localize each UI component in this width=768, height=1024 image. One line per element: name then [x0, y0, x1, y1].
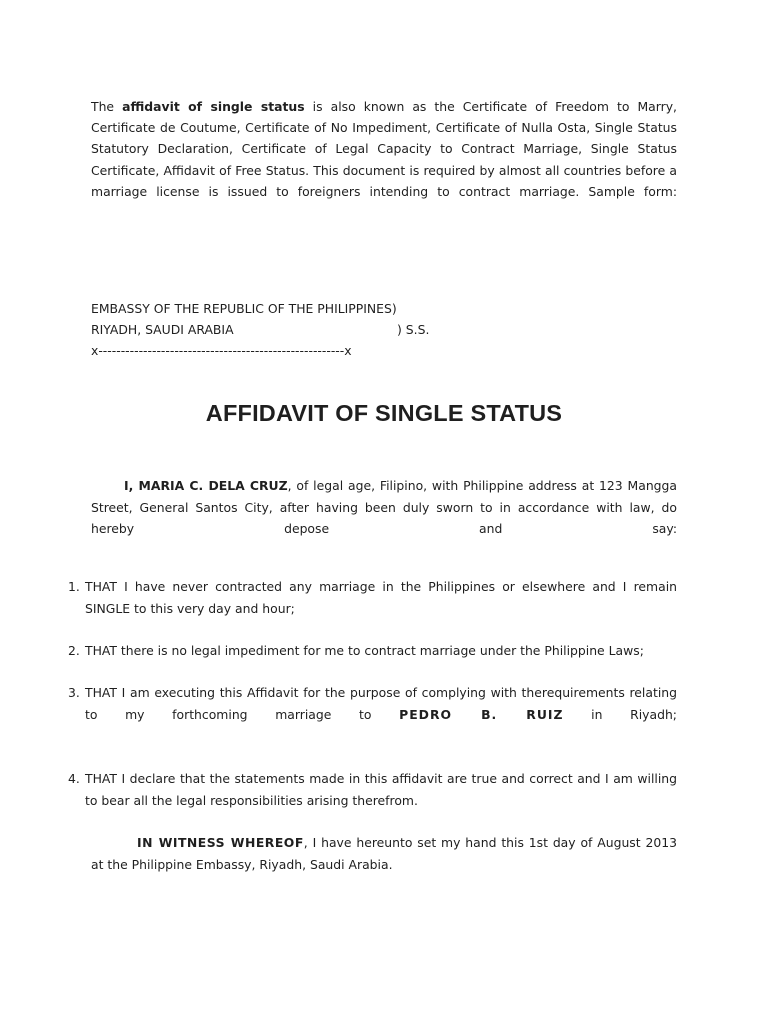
list-item: [68, 640, 677, 662]
item-text: THAT I am executing this Affidavit for the purpose of complying with therequirements relating to my forthcoming marriage to: [85, 685, 677, 722]
list-item: [68, 682, 677, 725]
opening-body: , of legal age, Filipino, with Philippine address at 123 Mangga Street, General Santos City, after having been duly sworn to in accordance with law, do hereby depose and say:: [91, 478, 677, 536]
item-suffix: in Riyadh;: [591, 706, 677, 722]
item-number: 4.: [68, 771, 80, 786]
item-text-wrap: [85, 682, 677, 725]
witness-paragraph: [91, 832, 677, 876]
list-item: [68, 768, 677, 811]
item-number: 1.: [68, 579, 80, 594]
intro-body: is also known as the Certificate of Freedom to Marry, Certificate de Coutume, Certificate of No Impediment, Certificate of Nulla Osta, Single Status Statutory Declaration, Certificate of Legal Capacity to Contract Marriage, Single Status Certificate, Affidavit of Free Status. This document is required by almost all countries before a marriage license is issued to foreigners intending to contract marriage. Sample form:: [91, 99, 677, 199]
item-number: 2.: [68, 643, 80, 658]
document-title: AFFIDAVIT OF SINGLE STATUS: [205, 400, 563, 426]
intro-prefix: The: [91, 99, 115, 114]
opening-paragraph: [91, 475, 677, 540]
venue-separator: x-------------------------------------------------------x: [91, 343, 352, 358]
item-text: THAT there is no legal impediment for me to contract marriage under the Philippine Laws;: [85, 643, 644, 658]
intro-paragraph: [91, 96, 677, 202]
fiance-name: PEDRO B. RUIZ: [399, 706, 564, 722]
affiant-name: I, MARIA C. DELA CRUZ: [124, 478, 288, 493]
venue-line-2: RIYADH, SAUDI ARABIA: [91, 322, 234, 337]
intro-term: affidavit of single status: [122, 99, 305, 114]
witness-body: , I have hereunto set my hand this 1st day of August 2013 at the Philippine Embassy, Riyadh, Saudi Arabia.: [91, 835, 678, 872]
venue-ss: ) S.S.: [397, 322, 430, 337]
item-text: THAT I have never contracted any marriage in the Philippines or elsewhere and I remain SINGLE to this very day and hour;: [85, 579, 677, 616]
item-number: 3.: [68, 685, 80, 700]
list-item: [68, 576, 677, 619]
witness-lead: IN WITNESS WHEREOF: [137, 835, 304, 850]
venue-block: [91, 298, 691, 361]
venue-line-1: EMBASSY OF THE REPUBLIC OF THE PHILIPPINES): [91, 301, 397, 316]
item-text: THAT I declare that the statements made in this affidavit are true and correct and I am willing to bear all the legal responsibilities arising therefrom.: [85, 771, 677, 808]
